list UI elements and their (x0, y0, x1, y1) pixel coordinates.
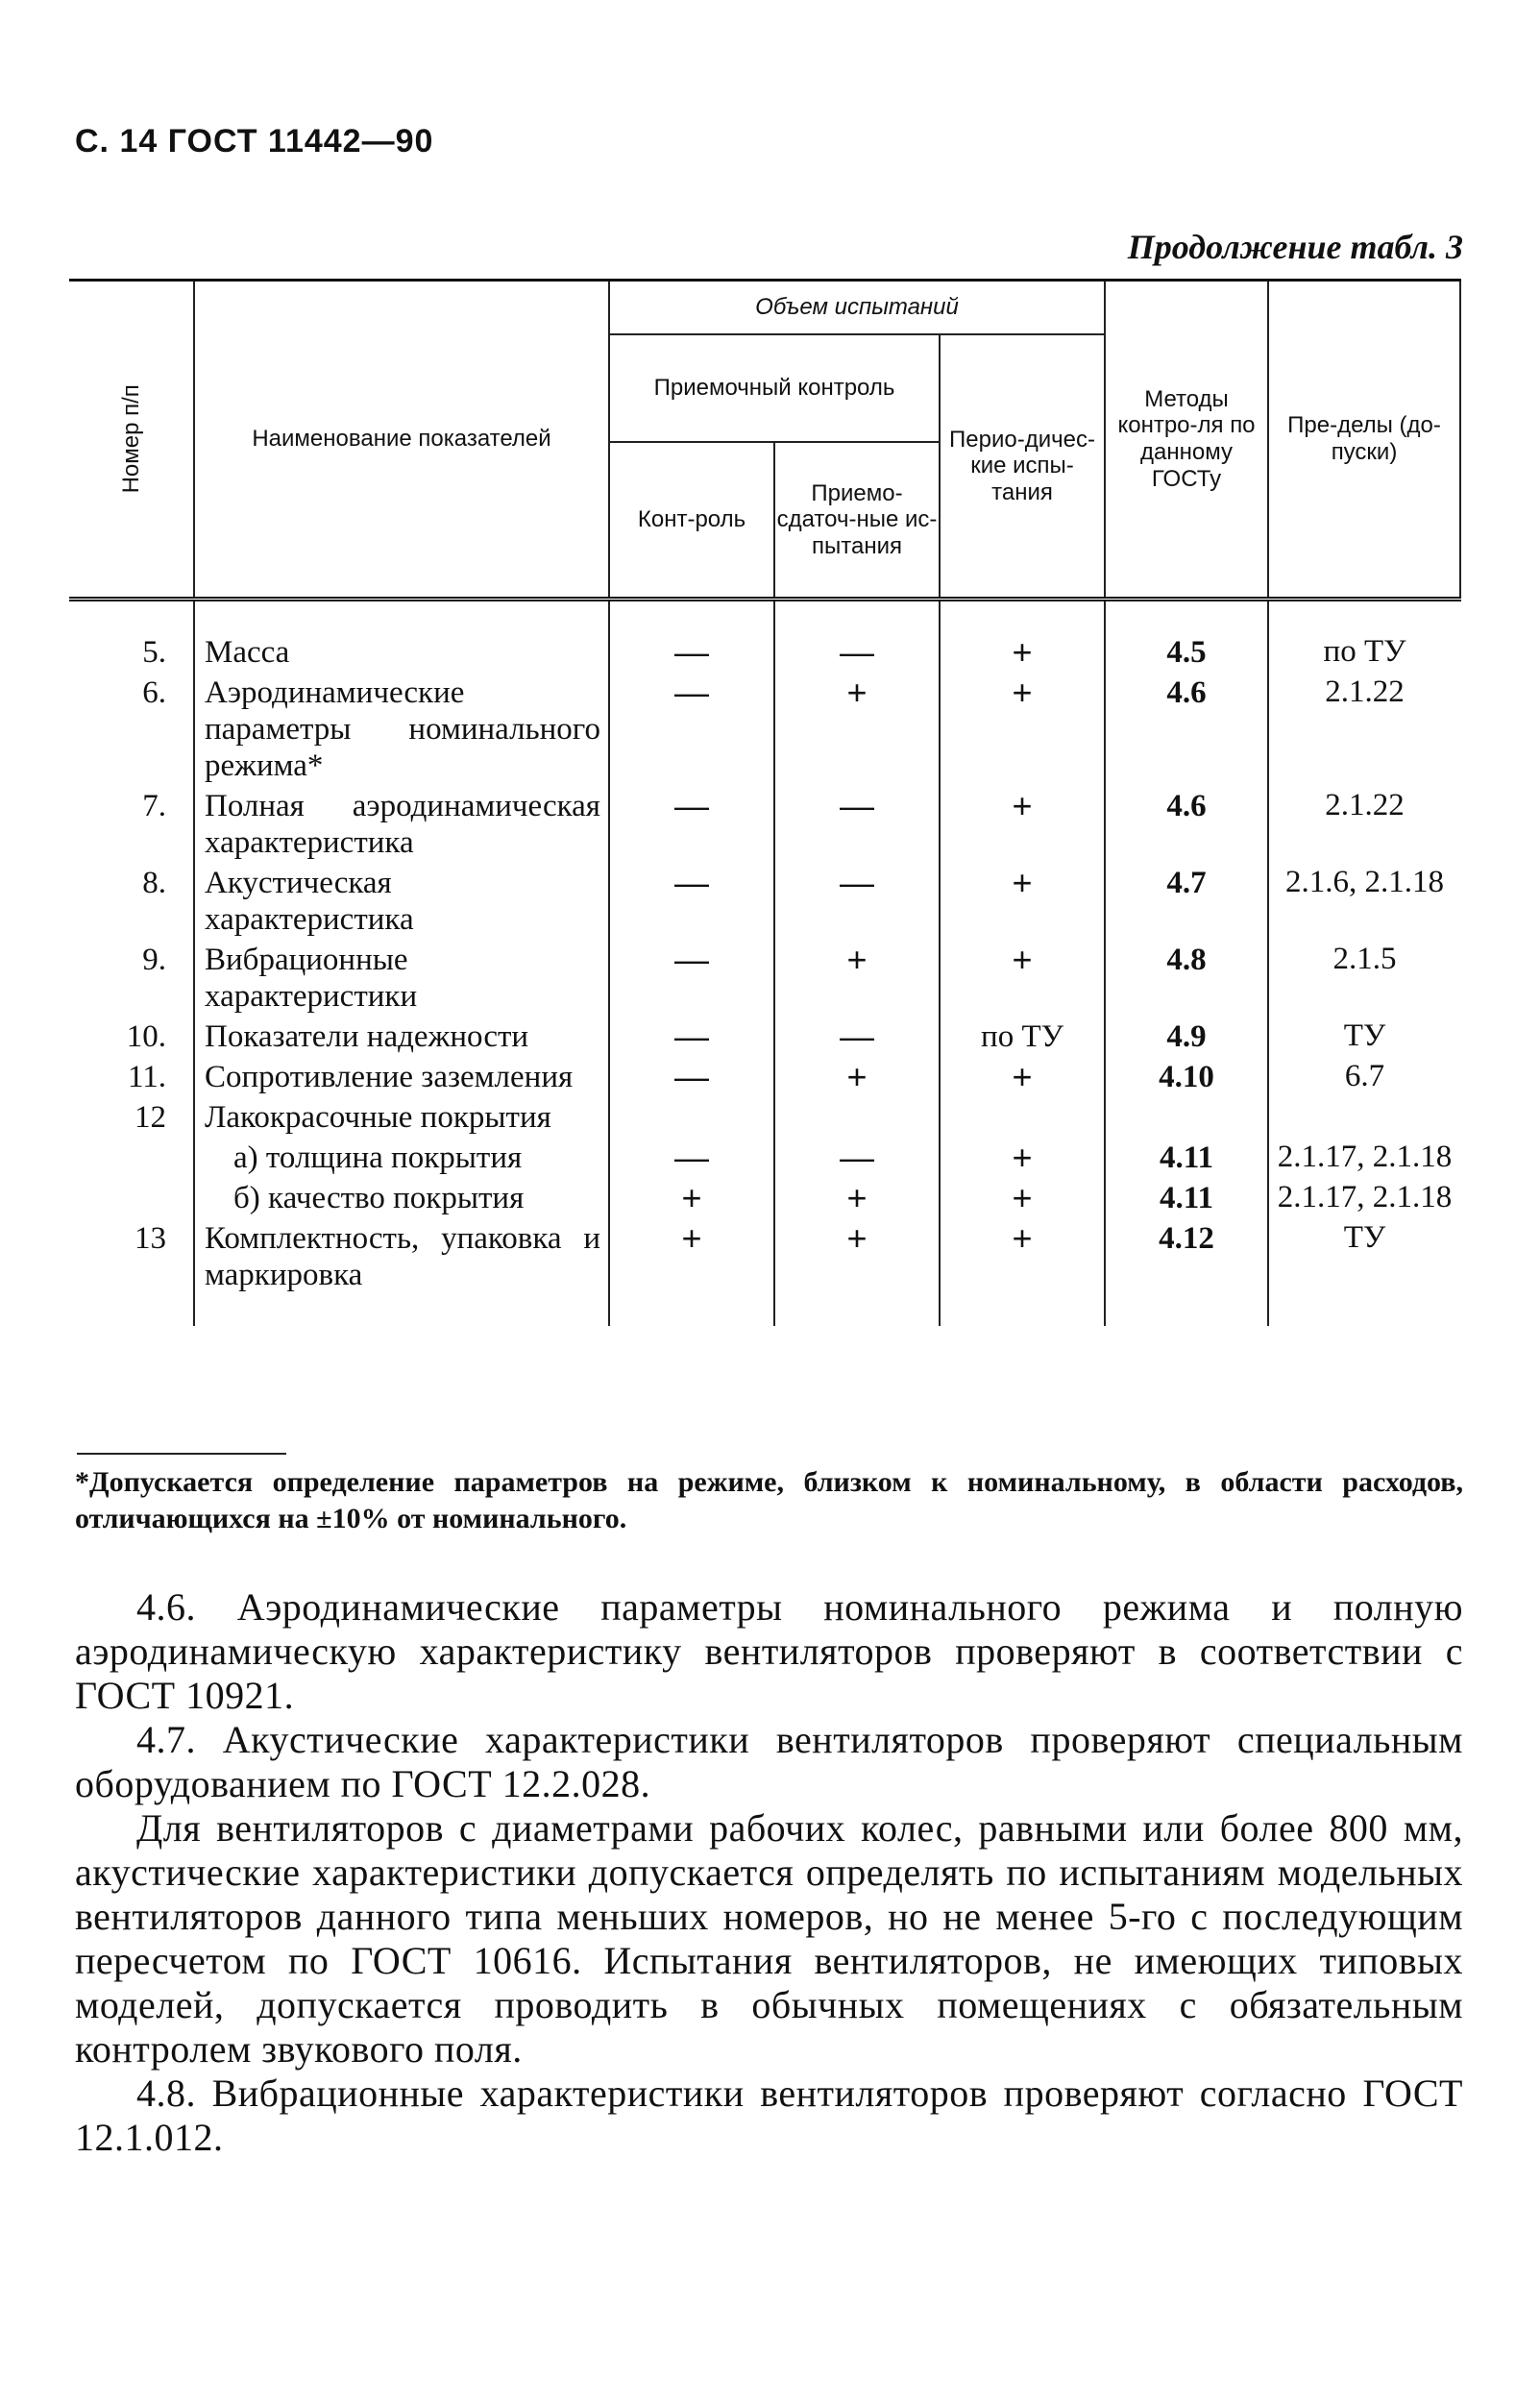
row-name: Акустическая характеристика (194, 863, 609, 940)
table-footnote: *Допускается определение параметров на режиме, близком к номинальному, в области расходов, отличающихся на ±10% от номинального. (75, 1466, 1463, 1534)
row-limits: ТУ (1268, 1017, 1460, 1057)
row-periodic: + (940, 1178, 1105, 1218)
paragraph-4-7: 4.7. Акустические характеристики вентиляторов проверяют специальным оборудованием по ГОСТ 12.2.028. (75, 1718, 1463, 1805)
row-name: б) качество покрытия (194, 1178, 609, 1218)
row-limits: 2.1.6, 2.1.18 (1268, 863, 1460, 940)
row-control: — (609, 600, 774, 674)
row-limits: 2.1.5 (1268, 940, 1460, 1017)
header-limits: Пре-делы (до-пуски) (1268, 281, 1460, 600)
row-limits (1268, 1097, 1460, 1138)
row-name: Сопротивление заземления (194, 1057, 609, 1097)
row-limits: 6.7 (1268, 1057, 1460, 1097)
row-number: 12 (69, 1097, 194, 1138)
row-name: Масса (194, 600, 609, 674)
header-name: Наименование показателей (194, 281, 609, 600)
row-method: 4.6 (1105, 673, 1268, 786)
row-number: 9. (69, 940, 194, 1017)
row-control: — (609, 786, 774, 863)
row-method (1105, 1097, 1268, 1138)
row-method: 4.9 (1105, 1017, 1268, 1057)
row-periodic (940, 1097, 1105, 1138)
row-name: Комплектность, упаковка и маркировка (194, 1218, 609, 1326)
row-acceptance: — (774, 863, 940, 940)
table-row (69, 1178, 1460, 1218)
table-row (69, 1017, 1460, 1057)
row-name: Вибрационные характеристики (194, 940, 609, 1017)
body-text (75, 1585, 1463, 2160)
row-limits: ТУ (1268, 1218, 1460, 1326)
row-control: — (609, 863, 774, 940)
footnote-divider (77, 1453, 286, 1455)
row-number: 13 (69, 1218, 194, 1326)
row-method: 4.8 (1105, 940, 1268, 1017)
row-control: — (609, 940, 774, 1017)
row-method: 4.11 (1105, 1138, 1268, 1178)
row-acceptance: — (774, 600, 940, 674)
row-control: + (609, 1218, 774, 1326)
row-periodic: + (940, 1138, 1105, 1178)
row-number (69, 1178, 194, 1218)
row-number: 6. (69, 673, 194, 786)
row-number: 11. (69, 1057, 194, 1097)
row-periodic: + (940, 863, 1105, 940)
header-methods: Методы контро-ля по данному ГОСТу (1105, 281, 1268, 600)
row-number (69, 1138, 194, 1178)
row-acceptance: + (774, 1218, 940, 1326)
row-limits: 2.1.22 (1268, 786, 1460, 863)
row-limits: 2.1.22 (1268, 673, 1460, 786)
header-control: Конт-роль (609, 442, 774, 600)
spec-table (69, 279, 1461, 1326)
table-row (69, 786, 1460, 863)
row-name: Показатели надежности (194, 1017, 609, 1057)
row-limits: 2.1.17, 2.1.18 (1268, 1178, 1460, 1218)
paragraph-4-6: 4.6. Аэродинамические параметры номинального режима и полную аэродинамическую характеристику вентиляторов проверяют в соответствии с ГОСТ 10921. (75, 1585, 1463, 1717)
row-method: 4.10 (1105, 1057, 1268, 1097)
row-name: Полная аэродинамическая характеристика (194, 786, 609, 863)
page-header: С. 14 ГОСТ 11442—90 (75, 123, 434, 159)
header-volume: Объем испытаний (609, 281, 1105, 335)
table-row (69, 940, 1460, 1017)
row-acceptance (774, 1097, 940, 1138)
paragraph-4-8: 4.8. Вибрационные характеристики вентиляторов проверяют согласно ГОСТ 12.1.012. (75, 2072, 1463, 2159)
row-number: 10. (69, 1017, 194, 1057)
table-row (69, 863, 1460, 940)
row-control (609, 1097, 774, 1138)
row-periodic: + (940, 1218, 1105, 1326)
header-periodic: Перио-дичес-кие испы-тания (940, 334, 1105, 600)
row-method: 4.7 (1105, 863, 1268, 940)
row-method: 4.12 (1105, 1218, 1268, 1326)
row-limits: 2.1.17, 2.1.18 (1268, 1138, 1460, 1178)
row-control: — (609, 1138, 774, 1178)
row-limits: по ТУ (1268, 600, 1460, 674)
table-row (69, 1138, 1460, 1178)
row-name: Аэродинамические параметры номинального режима* (194, 673, 609, 786)
row-acceptance: + (774, 1178, 940, 1218)
table-row (69, 1057, 1460, 1097)
row-name: а) толщина покрытия (194, 1138, 609, 1178)
row-number: 7. (69, 786, 194, 863)
header-acceptance-tests: Приемо-сдаточ-ные ис-пытания (774, 442, 940, 600)
row-control: — (609, 1017, 774, 1057)
row-method: 4.5 (1105, 600, 1268, 674)
test-table (69, 279, 1460, 1326)
table-row (69, 1097, 1460, 1138)
row-acceptance: — (774, 1138, 940, 1178)
row-acceptance: + (774, 940, 940, 1017)
row-periodic: + (940, 940, 1105, 1017)
row-number: 8. (69, 863, 194, 940)
row-periodic: + (940, 786, 1105, 863)
table-row (69, 673, 1460, 786)
row-periodic: + (940, 673, 1105, 786)
row-acceptance: + (774, 1057, 940, 1097)
header-number: Номер п/п (69, 281, 194, 600)
row-acceptance: — (774, 1017, 940, 1057)
table-row (69, 1218, 1460, 1326)
row-name: Лакокрасочные покрытия (194, 1097, 609, 1138)
row-number: 5. (69, 600, 194, 674)
row-control: + (609, 1178, 774, 1218)
header-acceptance: Приемочный контроль (609, 334, 940, 442)
row-method: 4.6 (1105, 786, 1268, 863)
row-acceptance: — (774, 786, 940, 863)
row-control: — (609, 673, 774, 786)
row-periodic: + (940, 600, 1105, 674)
table-continuation-label: Продолжение табл. 3 (1127, 228, 1463, 266)
paragraph-acoustic-note: Для вентиляторов с диаметрами рабочих колес, равными или более 800 мм, акустические характеристики допускается определять по испытаниям модельных вентиляторов данного типа меньших номеров, но не менее 5-го с последующим пересчетом по ГОСТ 10616. Испытания вентиляторов, не имеющих типовых моделей, допускается проводить в обычных помещениях с обязательным контролем звукового поля. (75, 1806, 1463, 2071)
row-periodic: по ТУ (940, 1017, 1105, 1057)
table-row (69, 600, 1460, 674)
row-acceptance: + (774, 673, 940, 786)
row-method: 4.11 (1105, 1178, 1268, 1218)
row-periodic: + (940, 1057, 1105, 1097)
row-control: — (609, 1057, 774, 1097)
